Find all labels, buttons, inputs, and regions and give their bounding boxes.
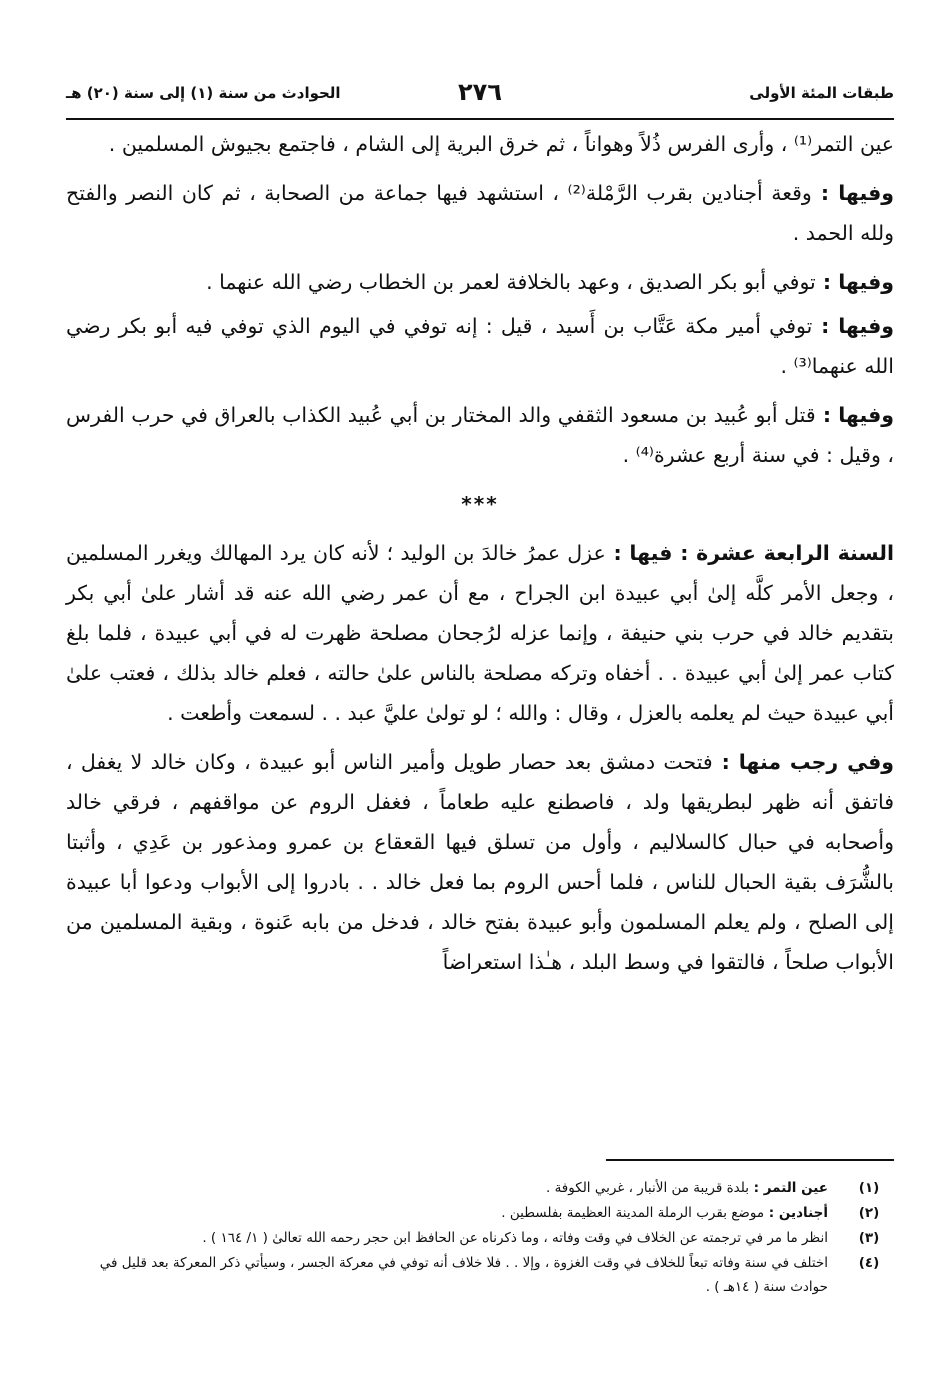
footnote-number: (٢): [858, 1205, 880, 1221]
paragraph: عين التمر⁽¹⁾ ، وأرى الفرس ذُلاً وهواناً ، ثم خرق البرية إلى الشام ، فاجتمع بجيوش المسلمين .: [108, 132, 894, 156]
footnote-number: (٣): [858, 1230, 880, 1246]
paragraph: وفيها : قتل أبو عُبيد بن مسعود الثقفي والد المختار بن أبي عُبيد الكذاب بالعراق في حرب الفرس ، وقيل : في سنة أربع عشرة⁽⁴⁾ .: [66, 403, 894, 467]
paragraph: وفيها : وقعة أجنادين بقرب الرَّمْلة⁽²⁾ ، استشهد فيها جماعة من الصحابة ، ثم كان النصر والفتح ولله الحمد .: [66, 181, 894, 245]
footnote-rule: [606, 1159, 894, 1161]
footnotes: [66, 1176, 894, 1300]
chapter-range: الحوادث من سنة (١) إلى سنة (٢٠) هـ: [66, 84, 341, 102]
main-text: [66, 124, 894, 991]
paragraph: وفيها : توفي أبو بكر الصديق ، وعهد بالخلافة لعمر بن الخطاب رضي الله عنهما .: [206, 270, 894, 294]
footnote-number: (٤): [858, 1255, 880, 1271]
footnote: (٢) أجنادين : موضع بقرب الرملة المدينة العظيمة بفلسطين .: [66, 1201, 894, 1225]
header-rule: [66, 118, 894, 120]
footnote: (٣) انظر ما مر في ترجمته عن الخلاف في وقت وفاته ، وما ذكرناه عن الحافظ ابن حجر رحمه الله تعالىٰ ( ١/ ١٦٤ ) .: [66, 1226, 894, 1250]
paragraph: وفيها : توفي أمير مكة عَتَّاب بن أَسيد ، قيل : إنه توفي في اليوم الذي توفي فيه أبو بكر رضي الله عنهما⁽³⁾ .: [66, 314, 894, 378]
footnote: (١) عين التمر : بلدة قريبة من الأنبار ، غربي الكوفة .: [66, 1176, 894, 1200]
footnote: (٤) اختلف في سنة وفاته تبعاً للخلاف في وقت الغزوة ، وإلا . . فلا خلاف أنه توفي في معركة الجسر ، وسيأتي ذكر المعركة بعد قليل في حوادث سنة ( ١٤هـ ) .: [66, 1251, 894, 1299]
paragraph: وفي رجب منها : فتحت دمشق بعد حصار طويل وأمير الناس أبو عبيدة ، وكان خالد لا يغفل ، فاتفق أنه ظهر لبطريقها ولد ، فاصطنع عليه طعاماً ، فغفل الروم عن مواقفهم ، فرقي خالد وأصحابه في حبال كالسلاليم ، وأول من تسلق فيها القعقاع بن عمرو ومذعور بن عَدِي ، وأثبتا بالشُّرَف بقية الحبال للناس ، فلما أحس الروم بما فعل خالد . . بادروا إلى الأبواب ودعوا أبا عبيدة إلى الصلح ، ولم يعلم المسلمون وأبو عبيدة بفتح خالد ، فدخل من بابه عَنوة ، وبقية المسلمين من الأبواب صلحاً ، فالتقوا في وسط البلد ، هـٰذا استعراضاً: [66, 750, 894, 974]
book-title: طبقات المئة الأولى: [749, 84, 894, 102]
paragraph: السنة الرابعة عشرة : فيها : عزل عمرُ خالدَ بن الوليد ؛ لأنه كان يرد المهالك ويغرر المسلمين ، وجعل الأمر كلَّه إلىٰ أبي عبيدة ابن الجراح ، مع أن عمر رضي الله عنه قد أشار علىٰ أبي بكر بتقديم خالد في حرب بني حنيفة ، وإنما عزله لرُجحان مصلحة ظهرت له في أبي عبيدة ، فلما بلغ كتاب عمر إلىٰ أبي عبيدة . . أخفاه وتركه مصلحة بالناس علىٰ حالته ، فعلم خالد بذلك ، فعتب علىٰ أبي عبيدة حيث لم يعلمه بالعزل ، وقال : والله ؛ لو تولىٰ عليَّ عبد . . لسمعت وأطعت .: [66, 541, 894, 725]
section-separator: ***: [461, 492, 499, 516]
page-header: [66, 78, 894, 108]
page-number: ٢٧٦: [458, 78, 502, 106]
footnote-number: (١): [858, 1180, 880, 1196]
